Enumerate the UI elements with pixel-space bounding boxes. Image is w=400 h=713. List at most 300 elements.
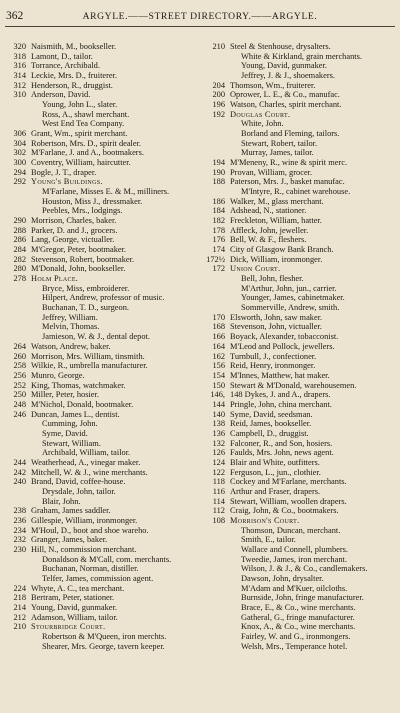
occupant-text: Naismith, M., bookseller. bbox=[31, 42, 117, 51]
occupant-text: Stewart & M'Donald, warehousemen. bbox=[230, 380, 357, 390]
directory-entry bbox=[203, 439, 393, 449]
directory-entry bbox=[203, 100, 393, 110]
directory-entry bbox=[203, 313, 393, 323]
directory-entry bbox=[4, 42, 194, 52]
occupant-text: Thomson, Duncan, merchant. bbox=[241, 525, 341, 535]
street-number: 178 bbox=[212, 225, 225, 235]
street-number: 114 bbox=[212, 496, 225, 506]
street-number: 108 bbox=[212, 515, 225, 525]
directory-entry bbox=[203, 477, 393, 487]
occupant-text: Munro, George. bbox=[31, 370, 85, 380]
occupant-text: M'Leod and Pollock, jewellers. bbox=[230, 341, 335, 351]
street-number: 246 bbox=[13, 409, 26, 419]
directory-entry bbox=[203, 468, 393, 478]
street-number: 154 bbox=[212, 370, 225, 380]
directory-entry bbox=[203, 226, 393, 236]
directory-entry bbox=[4, 303, 194, 313]
directory-entry bbox=[203, 332, 393, 342]
directory-entry bbox=[4, 574, 194, 584]
occupant-text: Jeffrey, J. & J., shoemakers. bbox=[241, 71, 335, 81]
occupant-text: Stewart, Robert, tailor. bbox=[241, 138, 318, 148]
occupant-text: Melvin, Thomas. bbox=[42, 322, 100, 332]
occupant-text: Morrison, Mrs. William, tinsmith. bbox=[31, 351, 145, 361]
street-number: 314 bbox=[13, 71, 26, 81]
directory-entry bbox=[4, 245, 194, 255]
street-number: 162 bbox=[212, 351, 225, 361]
occupant-text: Watson, Charles, spirit merchant. bbox=[230, 100, 342, 110]
directory-entry bbox=[203, 197, 393, 207]
street-number: 184 bbox=[212, 206, 225, 216]
street-number: 278 bbox=[13, 274, 26, 284]
directory-entry bbox=[4, 410, 194, 420]
occupant-text: Morrison, Charles, baker. bbox=[31, 216, 117, 226]
occupant-text: Knox, A., & Co., wine merchants. bbox=[241, 622, 356, 632]
occupant-text: Buchanan, T. D., surgeon. bbox=[42, 303, 129, 313]
occupant-text: Stevenson, Robert, bootmaker. bbox=[31, 254, 135, 264]
directory-entry bbox=[203, 487, 393, 497]
street-number: 218 bbox=[13, 593, 26, 603]
occupant-text: Duncan, James L., dentist. bbox=[31, 409, 120, 419]
directory-entry bbox=[4, 506, 194, 516]
directory-entry bbox=[4, 603, 194, 613]
occupant-text: Grant, Wm., spirit merchant. bbox=[31, 129, 128, 139]
directory-entry bbox=[4, 342, 194, 352]
directory-entry bbox=[203, 497, 393, 507]
directory-entry bbox=[203, 371, 393, 381]
street-number: 234 bbox=[13, 525, 26, 535]
occupant-text: Buchanan, Norman, distiller. bbox=[42, 564, 139, 574]
directory-entry bbox=[203, 410, 393, 420]
street-number: 236 bbox=[13, 515, 26, 525]
street-number: 212 bbox=[13, 612, 26, 622]
occupant-text: Weatherhead, A., vinegar maker. bbox=[31, 457, 141, 467]
occupant-text: Dick, William, ironmonger. bbox=[230, 254, 323, 264]
directory-entry bbox=[4, 168, 194, 178]
directory-entry bbox=[203, 158, 393, 168]
occupant-text: Affleck, John, jeweller. bbox=[230, 225, 309, 235]
running-title: ARGYLE.——STREET DIRECTORY.——ARGYLE. bbox=[82, 11, 318, 22]
directory-entry bbox=[203, 177, 393, 187]
directory-entry bbox=[4, 564, 194, 574]
street-number: 244 bbox=[13, 457, 26, 467]
directory-entry bbox=[203, 71, 393, 81]
street-number: 136 bbox=[212, 428, 225, 438]
street-number: 288 bbox=[13, 225, 26, 235]
occupant-text: Torrance, Archibald. bbox=[31, 61, 100, 71]
directory-entry bbox=[4, 274, 194, 284]
occupant-text: Anderson, David. bbox=[31, 90, 91, 100]
directory-entry bbox=[203, 119, 393, 129]
directory-entry bbox=[4, 313, 194, 323]
directory-entry bbox=[203, 506, 393, 516]
directory-entry bbox=[203, 564, 393, 574]
directory-entry bbox=[4, 61, 194, 71]
directory-entry bbox=[203, 555, 393, 565]
directory-entry bbox=[203, 361, 393, 371]
directory-entry bbox=[4, 206, 194, 216]
street-number: 318 bbox=[13, 51, 26, 61]
occupant-text: Reid, Henry, ironmonger. bbox=[230, 361, 316, 371]
occupant-text: Turnbull, J., confectioner. bbox=[230, 351, 317, 361]
directory-entry bbox=[4, 545, 194, 555]
occupant-text: Wilson, J. & J., & Co., candlemakers. bbox=[241, 564, 368, 574]
directory-entry bbox=[203, 148, 393, 158]
directory-entry bbox=[203, 429, 393, 439]
directory-entry bbox=[4, 264, 194, 274]
occupant-text: Blair and White, outfitters. bbox=[230, 457, 320, 467]
street-number: 238 bbox=[13, 506, 26, 516]
occupant-text: Welsh, Mrs., Temperance hotel. bbox=[241, 641, 348, 651]
directory-entry bbox=[203, 584, 393, 594]
street-number: 316 bbox=[13, 61, 26, 71]
street-number: 124 bbox=[212, 457, 225, 467]
street-number: 310 bbox=[13, 90, 26, 100]
occupant-text: King, Thomas, watchmaker. bbox=[31, 380, 126, 390]
street-number: 168 bbox=[212, 322, 225, 332]
directory-entry bbox=[203, 303, 393, 313]
directory-entry bbox=[4, 139, 194, 149]
occupant-text: Drysdale, John, tailor. bbox=[42, 486, 116, 496]
street-number: 248 bbox=[13, 399, 26, 409]
directory-entry bbox=[4, 632, 194, 642]
directory-entry bbox=[203, 264, 393, 274]
directory-entry bbox=[203, 90, 393, 100]
occupant-text: Thomson, Wm., fruiterer. bbox=[230, 80, 316, 90]
street-number: 210 bbox=[13, 622, 26, 632]
directory-entry bbox=[203, 448, 393, 458]
street-number: 282 bbox=[13, 254, 26, 264]
directory-entry bbox=[203, 187, 393, 197]
occupant-text: M'Nichol, Donald, bootmaker. bbox=[31, 399, 134, 409]
directory-entry bbox=[203, 381, 393, 391]
directory-entry bbox=[4, 381, 194, 391]
occupant-text: Granger, James, baker. bbox=[31, 535, 108, 545]
occupant-text: Falconer, R., and Son, hosiers. bbox=[230, 438, 333, 448]
occupant-text: Bryce, Miss, embroiderer. bbox=[42, 283, 130, 293]
directory-entry bbox=[203, 274, 393, 284]
header-rule bbox=[5, 26, 395, 27]
street-number: 192 bbox=[212, 109, 225, 119]
directory-entry bbox=[4, 90, 194, 100]
directory-entry bbox=[203, 168, 393, 178]
street-number: 146, bbox=[210, 390, 225, 400]
street-number: 196 bbox=[212, 100, 225, 110]
directory-entry bbox=[4, 158, 194, 168]
occupant-text: M'Gregor, Peter, bootmaker. bbox=[31, 245, 127, 255]
directory-entry bbox=[203, 400, 393, 410]
street-number: 188 bbox=[212, 177, 225, 187]
directory-entry bbox=[203, 206, 393, 216]
occupant-text: Robertson, Mrs. D., spirit dealer. bbox=[31, 138, 142, 148]
occupant-text: Steel & Stenhouse, drysalters. bbox=[230, 42, 331, 51]
directory-entry bbox=[4, 613, 194, 623]
street-number: 240 bbox=[13, 477, 26, 487]
directory-entry bbox=[203, 593, 393, 603]
occupant-text: Boyack, Alexander, tobacconist. bbox=[230, 332, 339, 342]
street-number: 150 bbox=[212, 380, 225, 390]
street-number: 132 bbox=[212, 438, 225, 448]
directory-entry bbox=[4, 642, 194, 652]
occupant-text: Whyte, A. C., tea merchant. bbox=[31, 583, 125, 593]
directory-entry bbox=[4, 400, 194, 410]
directory-entry bbox=[4, 322, 194, 332]
street-number: 256 bbox=[13, 370, 26, 380]
street-number: 230 bbox=[13, 544, 26, 554]
directory-entry bbox=[4, 216, 194, 226]
occupant-text: Gillespie, William, ironmonger. bbox=[31, 515, 138, 525]
occupant-text: Peebles, Mrs., lodgings. bbox=[42, 206, 123, 216]
occupant-text: Walker, M., glass merchant. bbox=[230, 196, 324, 206]
occupant-text: M'Meneny, R., wine & spirit merc. bbox=[230, 158, 348, 168]
directory-entry bbox=[203, 81, 393, 91]
occupant-text: M'Houl, D., boot and shoe wareho. bbox=[31, 525, 149, 535]
directory-entry bbox=[4, 284, 194, 294]
left-column bbox=[4, 42, 194, 651]
occupant-text: Adshead, N., stationer. bbox=[230, 206, 307, 216]
directory-entry bbox=[4, 458, 194, 468]
directory-entry bbox=[203, 622, 393, 632]
occupant-text: Wilkie, R., umbrella manufacturer. bbox=[31, 361, 148, 371]
directory-entry bbox=[203, 342, 393, 352]
directory-entry bbox=[4, 255, 194, 265]
occupant-text: Jeffrey, William. bbox=[42, 312, 98, 322]
directory-entry bbox=[203, 545, 393, 555]
court-heading: Morrison's Court. bbox=[230, 515, 300, 525]
occupant-text: Dawson, John, drysalter. bbox=[241, 573, 324, 583]
street-number: 260 bbox=[13, 351, 26, 361]
occupant-text: M'Adam and M'Kuer, oilcloths. bbox=[241, 583, 348, 593]
directory-entry bbox=[4, 293, 194, 303]
street-number: 122 bbox=[212, 467, 225, 477]
occupant-text: Watson, Andrew, baker. bbox=[31, 341, 111, 351]
occupant-text: Cumming, John. bbox=[42, 419, 98, 429]
directory-entry bbox=[203, 129, 393, 139]
occupant-text: Telfer, James, commission agent. bbox=[42, 573, 154, 583]
street-number: 116 bbox=[212, 486, 225, 496]
occupant-text: M'Innes, Matthew, hat maker. bbox=[230, 370, 330, 380]
occupant-text: Lang, George, victualler. bbox=[31, 235, 115, 245]
occupant-text: Murray, James, tailor. bbox=[241, 148, 314, 158]
occupant-text: M'Intyre, R., cabinet warehouse. bbox=[241, 187, 351, 197]
street-number: 170 bbox=[212, 312, 225, 322]
directory-entry bbox=[203, 216, 393, 226]
occupant-text: Tweedie, James, iron merchant. bbox=[241, 554, 347, 564]
directory-entry bbox=[203, 632, 393, 642]
occupant-text: Smith, E., tailor. bbox=[241, 535, 296, 545]
directory-entry bbox=[203, 603, 393, 613]
directory-entry bbox=[4, 332, 194, 342]
directory-entry bbox=[4, 187, 194, 197]
occupant-text: Syme, David, seedsman. bbox=[230, 409, 313, 419]
street-number: 312 bbox=[13, 80, 26, 90]
street-number: 204 bbox=[212, 80, 225, 90]
directory-entry bbox=[4, 516, 194, 526]
occupant-text: Brand, David, coffee-house. bbox=[31, 477, 126, 487]
occupant-text: Craig, John, & Co., bootmakers. bbox=[230, 506, 339, 516]
occupant-text: Archibald, William, tailor. bbox=[42, 448, 131, 458]
directory-entry bbox=[4, 555, 194, 565]
directory-entry bbox=[203, 42, 393, 52]
street-number: 186 bbox=[212, 196, 225, 206]
occupant-text: Brace, E., & Co., wine merchants. bbox=[241, 602, 356, 612]
street-number: 190 bbox=[212, 167, 225, 177]
occupant-text: Stewart, William. bbox=[42, 438, 101, 448]
street-number: 140 bbox=[212, 409, 225, 419]
directory-entry bbox=[4, 148, 194, 158]
court-heading: Holm Place. bbox=[31, 274, 79, 284]
directory-entry bbox=[203, 235, 393, 245]
occupant-text: Ross, A., shawl merchant. bbox=[42, 109, 130, 119]
occupant-text: Adamson, William, tailor. bbox=[31, 612, 118, 622]
directory-entry bbox=[4, 110, 194, 120]
occupant-text: Bogle, J. T., draper. bbox=[31, 167, 97, 177]
directory-entry bbox=[4, 439, 194, 449]
occupant-text: Wallace and Connell, plumbers. bbox=[241, 544, 349, 554]
street-number: 304 bbox=[13, 138, 26, 148]
directory-entry bbox=[203, 613, 393, 623]
occupant-text: Burnside, John, fringe manufacturer. bbox=[241, 593, 364, 603]
directory-entry bbox=[203, 642, 393, 652]
directory-entry bbox=[203, 574, 393, 584]
street-number: 164 bbox=[212, 341, 225, 351]
directory-entry bbox=[203, 535, 393, 545]
directory-entry bbox=[4, 584, 194, 594]
occupant-text: Houston, Miss J., dressmaker. bbox=[42, 196, 143, 206]
occupant-text: Elsworth, John, saw maker. bbox=[230, 312, 323, 322]
occupant-text: Young, John L., slater. bbox=[42, 100, 118, 110]
street-number: 252 bbox=[13, 380, 26, 390]
street-number: 118 bbox=[212, 477, 225, 487]
directory-entry bbox=[4, 593, 194, 603]
street-number: 300 bbox=[13, 158, 26, 168]
occupant-text: Coventry, William, haircutter. bbox=[31, 158, 131, 168]
directory-entry bbox=[4, 622, 194, 632]
street-number: 224 bbox=[13, 583, 26, 593]
occupant-text: Ferguson, L., jun., clothier. bbox=[230, 467, 321, 477]
right-column bbox=[203, 42, 393, 651]
occupant-text: Paterson, Mrs. J., basket manufac. bbox=[230, 177, 345, 187]
street-number: 286 bbox=[13, 235, 26, 245]
street-number: 280 bbox=[13, 264, 26, 274]
street-number: 126 bbox=[212, 448, 225, 458]
street-number: 144 bbox=[212, 399, 225, 409]
occupant-text: White & Kirkland, grain merchants. bbox=[241, 51, 362, 61]
directory-entry bbox=[4, 477, 194, 487]
street-number: 112 bbox=[212, 506, 225, 516]
street-number: 214 bbox=[13, 602, 26, 612]
street-number: 232 bbox=[13, 535, 26, 545]
directory-entry bbox=[203, 526, 393, 536]
directory-entry bbox=[4, 419, 194, 429]
occupant-text: M'Farlane, Misses E. & M., milliners. bbox=[42, 187, 170, 197]
occupant-text: Graham, James saddler. bbox=[31, 506, 111, 516]
directory-entry bbox=[4, 235, 194, 245]
directory-entry bbox=[203, 293, 393, 303]
directory-entry bbox=[4, 390, 194, 400]
occupant-text: M'Donald, John, bookseller. bbox=[31, 264, 126, 274]
occupant-text: Provan, William, grocer. bbox=[230, 167, 313, 177]
court-heading: Union Court. bbox=[230, 264, 281, 274]
directory-entry bbox=[203, 52, 393, 62]
occupant-text: Young, David, gunmaker. bbox=[31, 602, 117, 612]
occupant-text: Shearer, Mrs. George, tavern keeper. bbox=[42, 641, 165, 651]
occupant-text: M'Arthur, John, jun., carrier. bbox=[241, 283, 337, 293]
occupant-text: Pringle, John, china merchant. bbox=[230, 399, 332, 409]
street-number: 258 bbox=[13, 361, 26, 371]
occupant-text: White, John. bbox=[241, 119, 284, 129]
directory-entry bbox=[4, 468, 194, 478]
street-number: 264 bbox=[13, 341, 26, 351]
occupant-text: Leckie, Mrs. D., fruiterer. bbox=[31, 71, 118, 81]
occupant-text: Lamont, D., tailor. bbox=[31, 51, 93, 61]
occupant-text: Gatheral, G., fringe manufacturer. bbox=[241, 612, 355, 622]
occupant-text: Faulds, Mrs. John, news agent. bbox=[230, 448, 334, 458]
occupant-text: Freckleton, William, hatter. bbox=[230, 216, 322, 226]
occupant-text: Blair, John. bbox=[42, 496, 81, 506]
page-number: 362 bbox=[6, 10, 24, 22]
street-number: 306 bbox=[13, 129, 26, 139]
directory-entry bbox=[4, 197, 194, 207]
occupant-text: Hill, N., commission merchant. bbox=[31, 544, 137, 554]
street-number: 172½ bbox=[206, 254, 225, 264]
directory-entry bbox=[4, 487, 194, 497]
court-heading: Douglas Court. bbox=[230, 109, 291, 119]
street-number: 174 bbox=[212, 245, 225, 255]
directory-entry bbox=[203, 516, 393, 526]
directory-entry bbox=[4, 119, 194, 129]
directory-entry bbox=[4, 226, 194, 236]
directory-entry bbox=[4, 497, 194, 507]
occupant-text: Donaldson & M'Call, com. merchants. bbox=[42, 554, 172, 564]
street-number: 302 bbox=[13, 148, 26, 158]
occupant-text: West End Tea Company. bbox=[42, 119, 125, 129]
street-number: 176 bbox=[212, 235, 225, 245]
directory-entry bbox=[203, 352, 393, 362]
court-heading: Young's Buildings. bbox=[31, 177, 103, 187]
occupant-text: Henderson, R., druggist. bbox=[31, 80, 113, 90]
occupant-text: Hilpert, Andrew, professor of music. bbox=[42, 293, 165, 303]
directory-entry bbox=[203, 255, 393, 265]
directory-entry bbox=[4, 52, 194, 62]
directory-entry bbox=[203, 322, 393, 332]
directory-entry bbox=[203, 284, 393, 294]
directory-entry bbox=[4, 535, 194, 545]
street-number: 242 bbox=[13, 467, 26, 477]
street-number: 294 bbox=[13, 167, 26, 177]
street-number: 284 bbox=[13, 245, 26, 255]
occupant-text: Reid, James, bookseller. bbox=[230, 419, 312, 429]
street-number: 200 bbox=[212, 90, 225, 100]
occupant-text: M'Farlane, J. and A., bootmakers. bbox=[31, 148, 144, 158]
street-number: 210 bbox=[212, 42, 225, 51]
street-number: 250 bbox=[13, 390, 26, 400]
occupant-text: Campbell, D., druggist. bbox=[230, 428, 309, 438]
street-number: 166 bbox=[212, 332, 225, 342]
court-heading: Stourbridge Court. bbox=[31, 622, 106, 632]
directory-entry bbox=[4, 448, 194, 458]
occupant-text: Fairley, W. and G., ironmongers. bbox=[241, 631, 351, 641]
occupant-text: Bertram, Peter, stationer. bbox=[31, 593, 115, 603]
directory-entry bbox=[4, 100, 194, 110]
street-number: 156 bbox=[212, 361, 225, 371]
occupant-text: Younger, James, cabinetmaker. bbox=[241, 293, 345, 303]
occupant-text: Stevenson, John, victualler. bbox=[230, 322, 322, 332]
occupant-text: Sommerville, Andrew, smith. bbox=[241, 303, 340, 313]
occupant-text: Young, David, gunmaker. bbox=[241, 61, 327, 71]
occupant-text: Bell, John, flesher. bbox=[241, 274, 304, 284]
directory-entry bbox=[203, 245, 393, 255]
directory-entry bbox=[203, 458, 393, 468]
